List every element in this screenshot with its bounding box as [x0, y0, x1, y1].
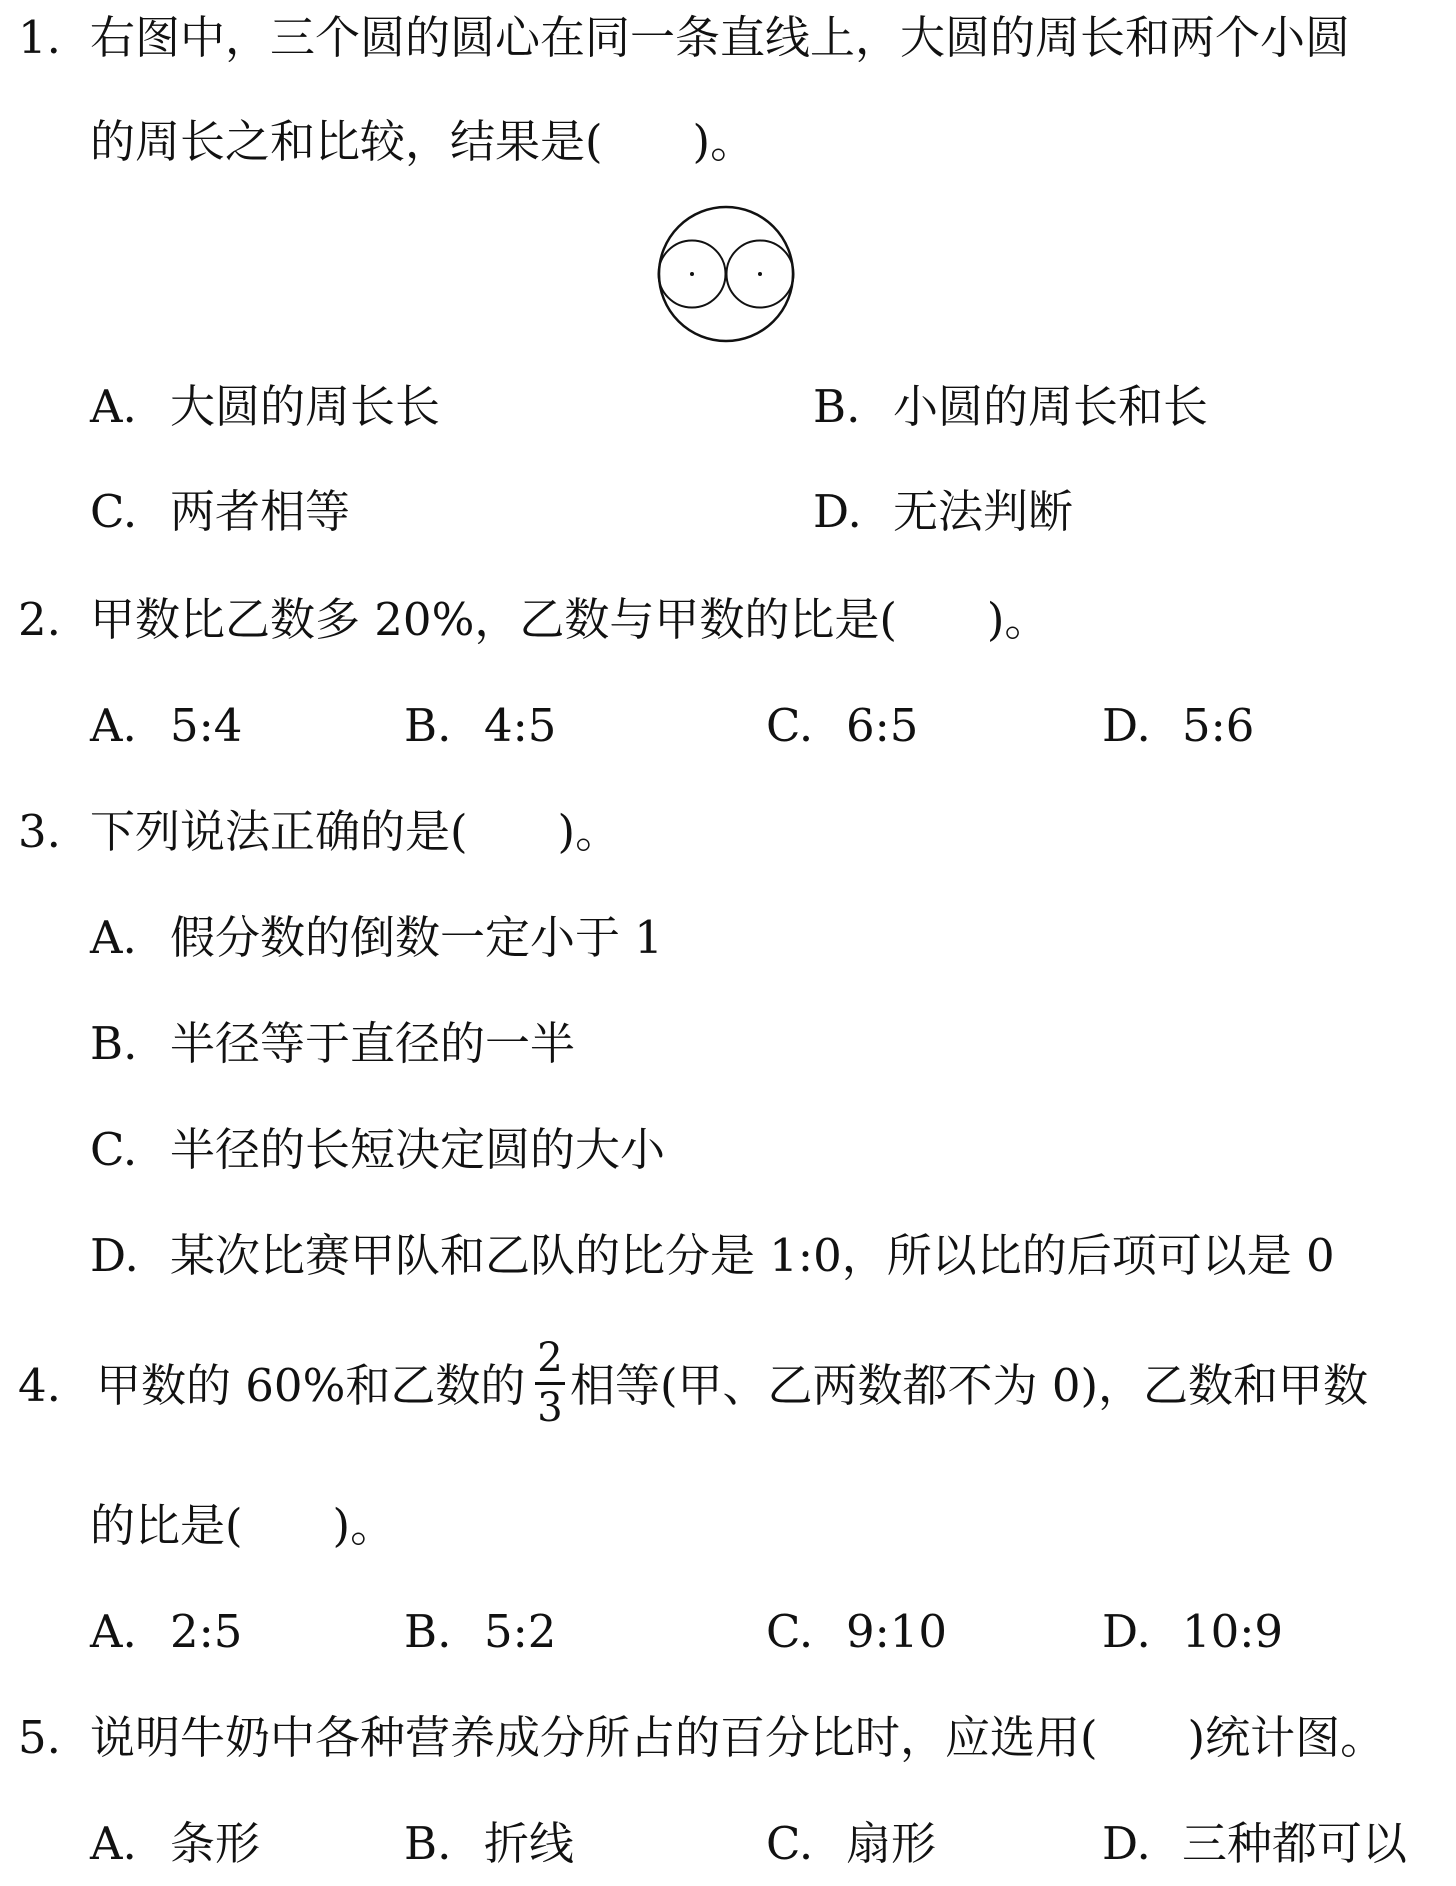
question-2-option-d: [1102, 696, 1254, 756]
option-text: 5:2: [484, 1605, 557, 1658]
option-label: A.: [90, 699, 137, 752]
option-label: D.: [90, 1229, 139, 1282]
option-text: 假分数的倒数一定小于 1: [170, 911, 663, 964]
question-4-line-2: 的比是( )。: [90, 1499, 396, 1552]
question-4-option-a: [90, 1602, 242, 1662]
question-1-line-2: 的周长之和比较，结果是( )。: [90, 115, 756, 168]
option-text: 三种都可以: [1182, 1817, 1408, 1870]
question-3-option-a: [90, 908, 663, 968]
option-label: A.: [90, 1605, 137, 1658]
option-label: D.: [813, 485, 862, 538]
question-4-line-1-after-fraction: 相等(甲、乙两数都不为 0)，乙数和甲数: [570, 1359, 1369, 1412]
option-label: C.: [90, 485, 138, 538]
question-2-line-1: 甲数比乙数多 20%，乙数与甲数的比是( )。: [90, 593, 1050, 646]
option-text: 2:5: [170, 1605, 243, 1658]
question-1-option-a: [90, 377, 440, 437]
option-label: B.: [90, 1017, 138, 1070]
question-4-option-b: [404, 1602, 556, 1662]
option-text: 折线: [484, 1817, 575, 1870]
question-3-option-c: [90, 1120, 665, 1180]
option-label: C.: [90, 1123, 138, 1176]
question-1-option-b: [813, 377, 1208, 437]
question-1-option-c: [90, 482, 350, 542]
question-3-line-1: 下列说法正确的是( )。: [90, 805, 621, 858]
option-text: 4:5: [484, 699, 557, 752]
question-4-line-1-before-fraction: 甲数的 60%和乙数的: [96, 1359, 526, 1412]
option-text: 9:10: [846, 1605, 948, 1658]
option-text: 5:6: [1182, 699, 1255, 752]
question-5-option-a: [90, 1814, 260, 1874]
option-text: 无法判断: [893, 485, 1074, 538]
option-label: B.: [404, 1817, 452, 1870]
right-center-dot: [758, 272, 762, 276]
option-label: B.: [813, 380, 861, 433]
question-5-option-c: [766, 1814, 936, 1874]
option-text: 条形: [170, 1817, 261, 1870]
question-1-line-1: 右图中，三个圆的圆心在同一条直线上，大圆的周长和两个小圆: [90, 11, 1351, 64]
option-text: 10:9: [1182, 1605, 1284, 1658]
three-circles-figure: [651, 199, 801, 349]
option-text: 6:5: [846, 699, 919, 752]
question-5-option-b: [404, 1814, 574, 1874]
option-label: A.: [90, 380, 137, 433]
question-5-option-d: [1102, 1814, 1407, 1874]
fraction-denominator: 3: [537, 1385, 563, 1431]
option-text: 大圆的周长长: [170, 380, 441, 433]
option-text: 半径的长短决定圆的大小: [170, 1123, 666, 1176]
option-label: D.: [1102, 1605, 1151, 1658]
option-text: 扇形: [846, 1817, 937, 1870]
option-label: C.: [766, 699, 814, 752]
option-label: C.: [766, 1817, 814, 1870]
question-5-number: 5.: [18, 1711, 61, 1764]
question-4-option-d: [1102, 1602, 1283, 1662]
question-1-number: 1.: [18, 11, 61, 64]
option-label: B.: [404, 699, 452, 752]
option-label: C.: [766, 1605, 814, 1658]
question-2-option-c: [766, 696, 918, 756]
option-label: D.: [1102, 699, 1151, 752]
option-text: 某次比赛甲队和乙队的比分是 1:0，所以比的后项可以是 0: [170, 1229, 1335, 1282]
question-5-line-1: 说明牛奶中各种营养成分所占的百分比时，应选用( )统计图。: [90, 1711, 1386, 1764]
option-label: D.: [1102, 1817, 1151, 1870]
option-text: 半径等于直径的一半: [170, 1017, 576, 1070]
question-2-option-b: [404, 696, 556, 756]
question-3-option-d: [90, 1226, 1335, 1286]
option-text: 两者相等: [170, 485, 351, 538]
question-3-number: 3.: [18, 805, 61, 858]
option-label: A.: [90, 1817, 137, 1870]
question-2-number: 2.: [18, 593, 61, 646]
question-3-option-b: [90, 1014, 575, 1074]
question-2-option-a: [90, 696, 242, 756]
question-4-number: 4.: [18, 1359, 61, 1412]
option-label: B.: [404, 1605, 452, 1658]
question-1-option-d: [813, 482, 1073, 542]
option-text: 小圆的周长和长: [893, 380, 1209, 433]
left-center-dot: [690, 272, 694, 276]
question-4-option-c: [766, 1602, 947, 1662]
option-text: 5:4: [170, 699, 243, 752]
fraction-numerator: 2: [537, 1335, 563, 1381]
option-label: A.: [90, 911, 137, 964]
